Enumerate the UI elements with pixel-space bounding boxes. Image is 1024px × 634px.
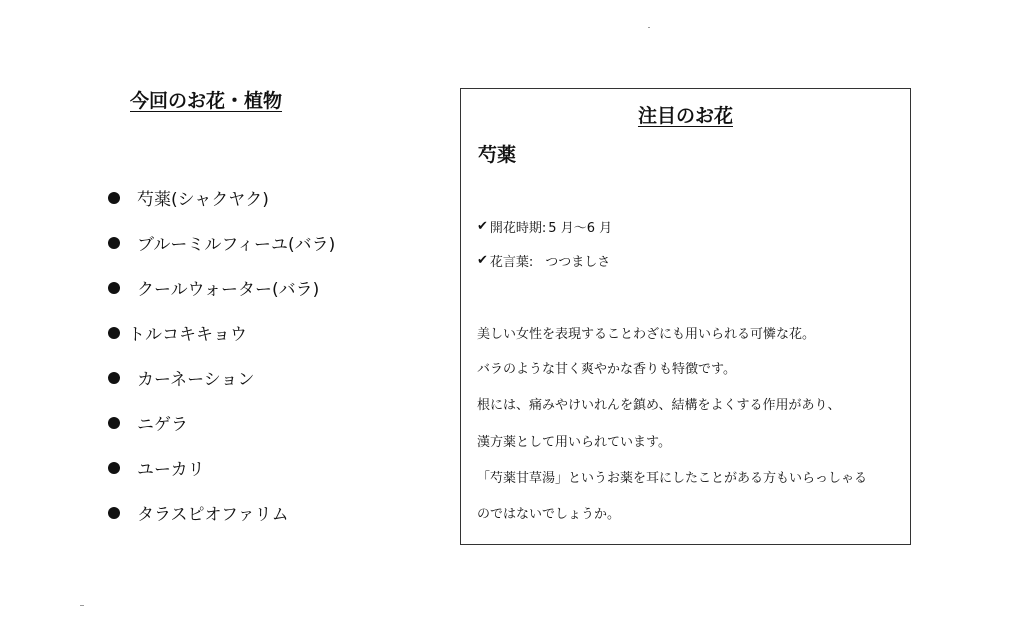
scan-speck [648,27,650,28]
list-item [108,445,335,490]
bullet-icon [108,417,120,429]
bloom-period-row [477,217,612,236]
list-item [108,310,335,355]
check-icon: ✔ [477,253,488,268]
check-icon: ✔ [477,219,488,234]
bullet-icon [108,192,120,204]
flower-language-row [477,251,610,270]
description-line: バラのような甘く爽やかな香りも特徴です。 [477,362,736,377]
featured-heading: 注目のお花 [637,105,733,127]
bloom-period-value: 5 月～6 月 [548,221,613,236]
list-item-label: トルコキキョウ [128,325,247,345]
flowers-section-title: 今回のお花・植物 [130,90,283,112]
featured-flower-box [460,88,911,545]
list-item-label: 芍薬(シャクヤク) [137,190,269,210]
list-item-label: カーネーション [137,370,255,390]
bloom-period-label: 開花時期: [489,221,547,236]
list-item-label: ニゲラ [137,415,188,435]
list-item-label: タラスピオファリム [137,505,289,525]
description-line: 「芍薬甘草湯」というお薬を耳にしたことがある方もいらっしゃる [477,471,868,486]
bullet-icon [108,462,120,474]
flower-list [108,175,335,535]
description-line: 美しい女性を表現することわざにも用いられる可憐な花。 [477,327,816,342]
bullet-icon [108,507,120,519]
list-item [108,265,335,310]
description-line: 漢方薬として用いられています。 [477,435,671,450]
list-item [108,355,335,400]
list-item-label: クールウォーター(バラ) [137,280,320,300]
bullet-icon [108,372,120,384]
list-item [108,175,335,220]
flower-language-value: つつましさ [545,255,611,270]
bullet-icon [108,327,120,339]
list-item-label: ブルーミルフィーユ(バラ) [137,235,336,255]
list-item [108,490,335,535]
bullet-icon [108,282,120,294]
flower-language-label: 花言葉: [489,255,534,270]
list-item [108,400,335,445]
list-item [108,220,335,265]
featured-flower-name: 芍薬 [478,144,517,166]
bullet-icon [108,237,120,249]
list-item-label: ユーカリ [137,460,205,480]
scan-speck [80,605,84,606]
description-line: 根には、痛みやけいれんを鎮め、結構をよくする作用があり、 [477,398,841,413]
description-line: のではないでしょうか。 [477,507,621,522]
